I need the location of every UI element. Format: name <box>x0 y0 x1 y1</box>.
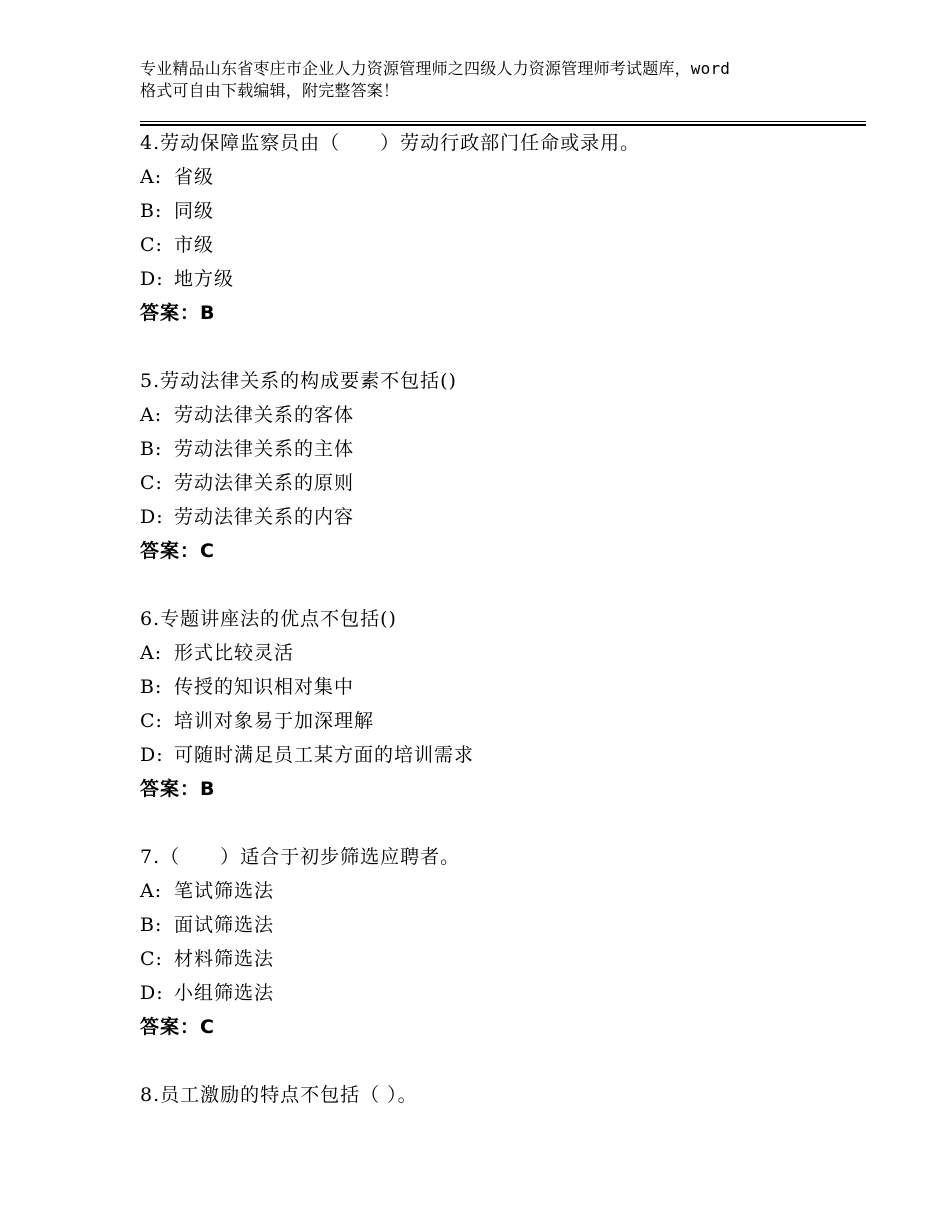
option-text: 劳动法律关系的内容 <box>174 506 355 528</box>
option-letter: D: <box>140 982 164 1004</box>
question-8 <box>140 1078 866 1112</box>
option-letter: B: <box>140 438 163 460</box>
option-text: 可随时满足员工某方面的培训需求 <box>174 744 475 766</box>
option-text: 形式比较灵活 <box>174 642 295 664</box>
option-text: 劳动法律关系的原则 <box>174 472 355 494</box>
header-line-1: 专业精品山东省枣庄市企业人力资源管理师之四级人力资源管理师考试题库，word <box>140 59 731 78</box>
option-a <box>140 160 866 194</box>
question-stem: 7.（ ）适合于初步筛选应聘者。 <box>140 846 461 868</box>
option-letter: A: <box>140 642 163 664</box>
answer-line: 答案：B <box>140 778 216 800</box>
question-6 <box>140 602 866 806</box>
option-d <box>140 738 866 772</box>
question-spacer <box>140 806 866 840</box>
option-d <box>140 262 866 296</box>
option-letter: D: <box>140 506 164 528</box>
header-divider-thin <box>140 121 866 122</box>
option-c <box>140 466 866 500</box>
option-text: 面试筛选法 <box>174 914 275 936</box>
option-b <box>140 194 866 228</box>
option-letter: C: <box>140 710 163 732</box>
question-stem: 5.劳动法律关系的构成要素不包括() <box>140 370 457 392</box>
option-a <box>140 398 866 432</box>
option-letter: A: <box>140 166 163 188</box>
answer-line: 答案：C <box>140 540 215 562</box>
question-spacer <box>140 330 866 364</box>
option-text: 培训对象易于加深理解 <box>174 710 375 732</box>
option-text: 地方级 <box>174 268 235 290</box>
answer-line: 答案：B <box>140 302 216 324</box>
question-list <box>140 126 866 1112</box>
option-d <box>140 976 866 1010</box>
option-letter: B: <box>140 914 163 936</box>
option-text: 同级 <box>174 200 215 222</box>
option-text: 劳动法律关系的主体 <box>174 438 355 460</box>
document-header <box>140 58 830 102</box>
option-text: 材料筛选法 <box>174 948 275 970</box>
option-letter: D: <box>140 744 164 766</box>
option-a <box>140 636 866 670</box>
option-text: 市级 <box>174 234 215 256</box>
option-a <box>140 874 866 908</box>
option-b <box>140 908 866 942</box>
answer-line: 答案：C <box>140 1016 215 1038</box>
option-c <box>140 942 866 976</box>
option-letter: A: <box>140 404 163 426</box>
option-b <box>140 432 866 466</box>
option-letter: C: <box>140 234 163 256</box>
option-letter: C: <box>140 948 163 970</box>
option-b <box>140 670 866 704</box>
option-text: 笔试筛选法 <box>174 880 275 902</box>
question-stem: 4.劳动保障监察员由（ ）劳动行政部门任命或录用。 <box>140 132 641 154</box>
option-c <box>140 704 866 738</box>
question-7 <box>140 840 866 1044</box>
option-text: 劳动法律关系的客体 <box>174 404 355 426</box>
question-4 <box>140 126 866 330</box>
question-spacer <box>140 1044 866 1078</box>
option-letter: B: <box>140 676 163 698</box>
option-text: 传授的知识相对集中 <box>174 676 355 698</box>
header-line-2: 格式可自由下载编辑，附完整答案！ <box>140 81 400 100</box>
option-text: 省级 <box>174 166 215 188</box>
option-c <box>140 228 866 262</box>
option-letter: C: <box>140 472 163 494</box>
option-letter: D: <box>140 268 164 290</box>
option-d <box>140 500 866 534</box>
question-stem: 8.员工激励的特点不包括（ ）。 <box>140 1084 418 1106</box>
option-letter: A: <box>140 880 163 902</box>
question-spacer <box>140 568 866 602</box>
option-text: 小组筛选法 <box>174 982 275 1004</box>
option-letter: B: <box>140 200 163 222</box>
question-5 <box>140 364 866 568</box>
question-stem: 6.专题讲座法的优点不包括() <box>140 608 397 630</box>
